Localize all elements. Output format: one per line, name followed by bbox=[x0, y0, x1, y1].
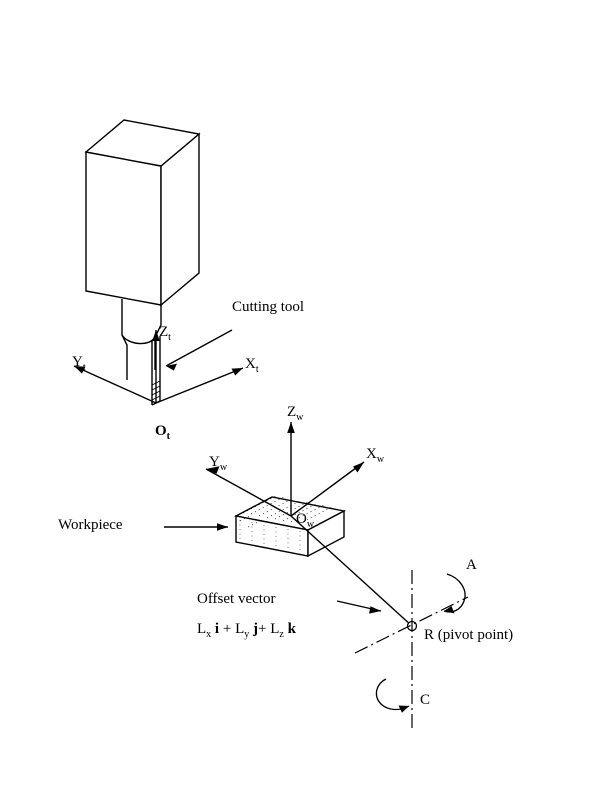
label-pivot-point: R (pivot point) bbox=[424, 627, 514, 643]
label-workpiece-axis-x-letter: X bbox=[366, 446, 377, 462]
label-cutting-tool: Cutting tool bbox=[232, 299, 305, 315]
formula-unit-j: j bbox=[252, 621, 258, 637]
formula-term-lx: L bbox=[197, 621, 207, 637]
label-tool-axis-x bbox=[245, 357, 259, 375]
label-workpiece-axis-z-letter: Z bbox=[287, 404, 297, 420]
label-workpiece-axis-y bbox=[209, 455, 227, 473]
label-workpiece-origin-sub: w bbox=[306, 519, 315, 530]
label-tool-axis-x-sub: t bbox=[255, 364, 259, 375]
label-tool-axis-y bbox=[72, 355, 86, 373]
formula-unit-i: i bbox=[214, 621, 220, 637]
cutting-tool-leader bbox=[166, 330, 232, 371]
label-workpiece-axis-z bbox=[287, 405, 303, 423]
formula-plus-1: + bbox=[222, 621, 232, 637]
label-workpiece-origin bbox=[296, 512, 314, 530]
offset-vector-formula bbox=[197, 622, 296, 640]
label-workpiece-axis-x-sub: w bbox=[376, 454, 385, 465]
formula-term-lz: L bbox=[270, 621, 280, 637]
label-tool-axis-z bbox=[159, 325, 171, 343]
label-axis-c: C bbox=[420, 692, 431, 708]
label-workpiece-axis-y-letter: Y bbox=[209, 454, 220, 470]
axis-c-rotation-arrow bbox=[376, 679, 409, 713]
label-tool-origin-sub: t bbox=[166, 431, 171, 442]
label-tool-axis-z-letter: Z bbox=[159, 324, 169, 340]
formula-plus-2: + bbox=[257, 621, 267, 637]
label-axis-a: A bbox=[466, 557, 477, 573]
label-tool-axis-y-letter: Y bbox=[72, 354, 83, 370]
label-tool-axis-y-sub: t bbox=[82, 362, 86, 373]
formula-unit-k: k bbox=[287, 621, 296, 637]
formula-sub-y: y bbox=[244, 629, 250, 640]
formula-sub-z: z bbox=[279, 629, 284, 640]
label-offset-vector: Offset vector bbox=[197, 591, 276, 607]
offset-vector-line bbox=[291, 516, 412, 626]
label-workpiece: Workpiece bbox=[58, 517, 123, 533]
workpiece-leader bbox=[164, 523, 228, 531]
label-workpiece-axis-x bbox=[366, 447, 384, 465]
label-workpiece-axis-z-sub: w bbox=[296, 412, 304, 423]
formula-term-ly: L bbox=[235, 621, 245, 637]
label-workpiece-axis-y-sub: w bbox=[219, 462, 228, 473]
label-tool-origin-letter: O bbox=[155, 423, 167, 439]
label-tool-axis-z-sub: t bbox=[168, 332, 171, 343]
label-tool-origin bbox=[155, 424, 170, 442]
offset-vector-leader bbox=[337, 601, 381, 614]
formula-sub-x: x bbox=[206, 629, 212, 640]
label-tool-axis-x-letter: X bbox=[245, 356, 256, 372]
spindle-head-body bbox=[86, 120, 199, 305]
label-workpiece-origin-letter: O bbox=[296, 511, 307, 527]
